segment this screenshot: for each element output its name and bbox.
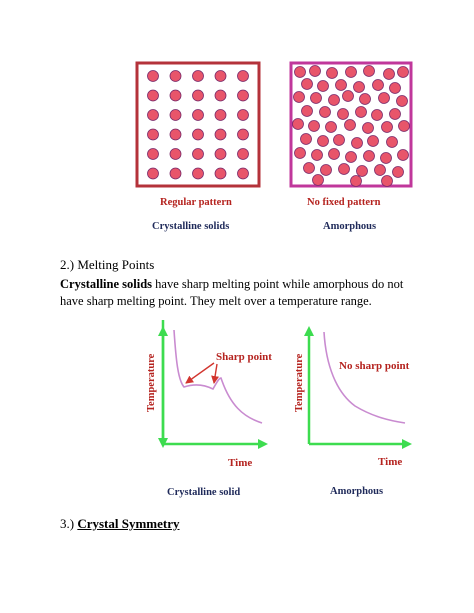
crystal-particle — [238, 110, 249, 121]
amorphous-particle — [397, 96, 408, 107]
crystalline-particles — [148, 71, 249, 180]
paragraph-bold-term: Crystalline solids — [60, 277, 153, 291]
amorphous-particle — [393, 167, 404, 178]
amorphous-particle — [390, 83, 401, 94]
amorphous-particle — [318, 81, 329, 92]
amorphous-particle — [309, 121, 320, 132]
amorphous-particle — [357, 166, 368, 177]
amorphous-particle — [327, 68, 338, 79]
amorphous-particle — [381, 153, 392, 164]
crystalline-caption-bottom: Crystalline solids — [152, 221, 230, 232]
sharp-point-arrow-1 — [186, 363, 214, 383]
amorphous-particle — [318, 136, 329, 147]
amorphous-particle — [379, 93, 390, 104]
melting-point-paragraph — [60, 276, 420, 310]
no-sharp-point-label: No sharp point — [339, 360, 410, 372]
left-temperature-label: Temperature — [146, 353, 157, 412]
section-number: 3.) — [60, 516, 75, 531]
crystalline-graph-caption: Crystalline solid — [167, 487, 241, 498]
crystal-particle — [193, 168, 204, 179]
crystal-particle — [193, 110, 204, 121]
amorphous-particle — [399, 121, 410, 132]
amorphous-particle — [356, 107, 367, 118]
sharp-point-arrow-2 — [214, 364, 217, 383]
paragraph-text: have sharp melting point while amorphous do not have sharp melting point. They melt over a temperature range. — [60, 277, 404, 308]
crystal-particle — [215, 90, 226, 101]
amorphous-particle — [352, 138, 363, 149]
amorphous-graph — [294, 330, 410, 497]
amorphous-caption-top: No fixed pattern — [307, 197, 381, 208]
amorphous-particle — [312, 150, 323, 161]
amorphous-graph-caption: Amorphous — [330, 486, 384, 497]
amorphous-particle — [326, 122, 337, 133]
amorphous-particle — [387, 137, 398, 148]
section-title: Crystal Symmetry — [77, 516, 180, 531]
amorphous-particle — [382, 122, 393, 133]
amorphous-particle — [364, 151, 375, 162]
right-time-label: Time — [378, 456, 403, 468]
amorphous-particle — [329, 149, 340, 160]
amorphous-particle — [346, 67, 357, 78]
amorphous-particle — [351, 176, 362, 187]
left-time-label: Time — [228, 457, 253, 469]
crystalline-cooling-curve — [174, 330, 262, 423]
crystal-particle — [215, 168, 226, 179]
crystal-particle — [215, 149, 226, 160]
section-heading-melting-points — [60, 257, 154, 273]
crystal-particle — [215, 129, 226, 140]
amorphous-particle — [320, 107, 331, 118]
amorphous-caption-bottom: Amorphous — [323, 221, 377, 232]
section-title: Melting Points — [77, 257, 155, 272]
crystal-particle — [170, 90, 181, 101]
amorphous-particle — [334, 135, 345, 146]
crystal-particle — [170, 110, 181, 121]
amorphous-particle — [373, 80, 384, 91]
right-temperature-label: Temperature — [294, 353, 305, 412]
amorphous-particles — [293, 66, 410, 187]
amorphous-particle — [345, 120, 356, 131]
crystal-particle — [148, 149, 159, 160]
amorphous-particle — [354, 82, 365, 93]
crystal-particle — [148, 129, 159, 140]
amorphous-particle — [338, 109, 349, 120]
amorphous-particle — [302, 106, 313, 117]
crystal-particle — [170, 168, 181, 179]
amorphous-particle — [294, 92, 305, 103]
crystalline-graph — [146, 320, 272, 498]
crystal-particle — [238, 90, 249, 101]
amorphous-particle — [363, 123, 374, 134]
amorphous-particle — [301, 134, 312, 145]
crystal-particle — [148, 90, 159, 101]
amorphous-particle — [295, 67, 306, 78]
amorphous-particle — [390, 109, 401, 120]
structure-figure — [0, 0, 474, 250]
amorphous-particle — [398, 150, 409, 161]
crystal-particle — [148, 168, 159, 179]
crystal-particle — [170, 129, 181, 140]
amorphous-particle — [375, 165, 386, 176]
amorphous-particle — [295, 148, 306, 159]
section-heading-crystal-symmetry — [60, 516, 180, 532]
amorphous-particle — [302, 79, 313, 90]
amorphous-particle — [364, 66, 375, 77]
crystal-particle — [238, 149, 249, 160]
crystal-particle — [193, 129, 204, 140]
amorphous-particle — [360, 94, 371, 105]
section-number: 2.) — [60, 257, 75, 272]
amorphous-particle — [382, 176, 393, 187]
amorphous-particle — [329, 95, 340, 106]
amorphous-particle — [384, 69, 395, 80]
sharp-point-label: Sharp point — [216, 351, 272, 363]
amorphous-particle — [339, 164, 350, 175]
amorphous-particle — [372, 110, 383, 121]
amorphous-particle — [346, 152, 357, 163]
crystal-particle — [238, 168, 249, 179]
amorphous-particle — [398, 67, 409, 78]
crystal-particle — [215, 110, 226, 121]
crystal-particle — [148, 71, 159, 82]
amorphous-particle — [336, 80, 347, 91]
crystal-particle — [193, 71, 204, 82]
crystalline-caption-top: Regular pattern — [160, 197, 232, 208]
amorphous-particle — [368, 136, 379, 147]
amorphous-particle — [311, 93, 322, 104]
crystal-particle — [238, 129, 249, 140]
crystal-particle — [238, 71, 249, 82]
melting-figure — [0, 320, 474, 510]
amorphous-particle — [293, 119, 304, 130]
amorphous-particle — [310, 66, 321, 77]
crystal-particle — [170, 71, 181, 82]
crystal-particle — [170, 149, 181, 160]
amorphous-particle — [321, 165, 332, 176]
amorphous-particle — [343, 91, 354, 102]
crystal-particle — [148, 110, 159, 121]
amorphous-cooling-curve — [324, 332, 405, 423]
crystal-particle — [193, 149, 204, 160]
crystal-particle — [193, 90, 204, 101]
amorphous-particle — [313, 175, 324, 186]
amorphous-particle — [304, 163, 315, 174]
crystal-particle — [215, 71, 226, 82]
